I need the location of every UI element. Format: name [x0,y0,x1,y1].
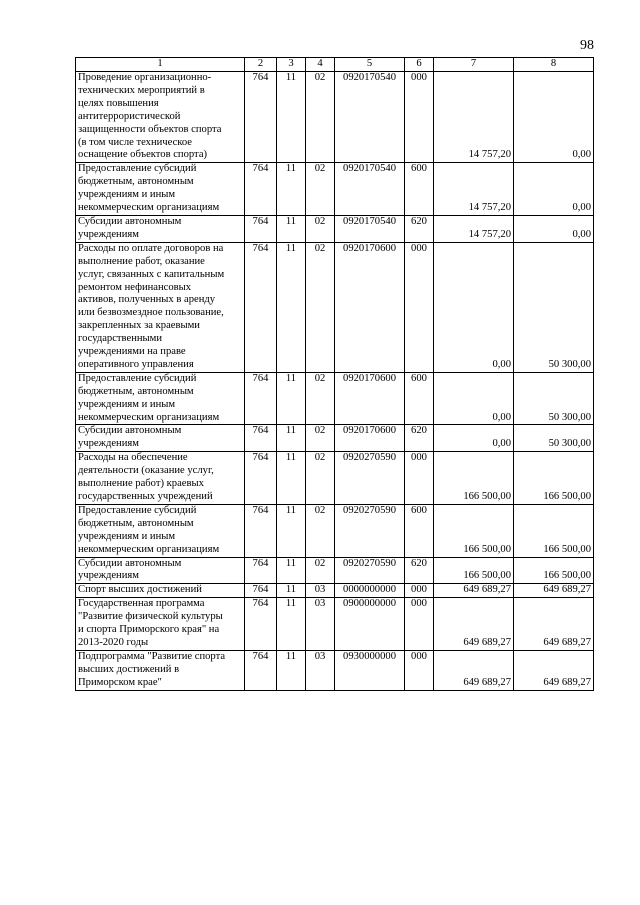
description-line: Расходы по оплате договоров на [78,242,224,254]
description-line: активов, полученных в аренду [78,294,216,306]
row-description [76,163,245,216]
code-c6: 000 [405,584,434,598]
code-c3: 11 [277,425,306,452]
code-c3: 11 [277,598,306,651]
row-description [76,425,245,452]
amount-c7: 649 689,27 [434,650,514,690]
description-line: государственных учреждений [78,491,213,502]
code-c4: 02 [306,452,335,505]
amount-c8: 166 500,00 [514,504,594,557]
code-c5: 0920270590 [335,504,405,557]
code-c6: 000 [405,242,434,372]
description-line: Субсидии автономным [78,425,182,437]
row-description [76,72,245,163]
code-c2: 764 [245,557,277,584]
amount-c8: 166 500,00 [514,557,594,584]
code-c5: 0900000000 [335,598,405,651]
description-line: Государственная программа [78,598,205,610]
table-row [76,584,594,598]
column-header: 4 [306,58,335,72]
code-c2: 764 [245,163,277,216]
description-line: технических мероприятий в [78,84,205,96]
column-header: 8 [514,58,594,72]
row-description [76,372,245,425]
column-header: 2 [245,58,277,72]
description-line: некоммерческим организациям [78,202,220,214]
code-c6: 620 [405,557,434,584]
code-c3: 11 [277,452,306,505]
code-c4: 03 [306,598,335,651]
description-line: бюджетным, автономным [78,385,194,397]
description-line: выполнение работ, оказание [78,255,205,267]
code-c5: 0920170540 [335,215,405,242]
description-line: оперативного управления [78,358,194,370]
description-line: Предоставление субсидий [78,163,197,175]
code-c3: 11 [277,372,306,425]
code-c6: 620 [405,215,434,242]
description-line: "Развитие физической культуры [78,611,223,623]
description-line: некоммерческим организациям [78,543,220,555]
amount-c7: 0,00 [434,425,514,452]
table-row [76,650,594,690]
code-c3: 11 [277,584,306,598]
description-line: и спорта Приморского края" на [78,624,220,636]
code-c6: 000 [405,452,434,505]
column-header: 6 [405,58,434,72]
amount-c7: 166 500,00 [434,557,514,584]
description-line: учреждениям [78,228,139,240]
description-line: деятельности (оказание услуг, [78,465,214,477]
description-line: Субсидии автономным [78,557,182,569]
code-c5: 0920170600 [335,425,405,452]
amount-c7: 0,00 [434,242,514,372]
description-line: (в том числе техническое [78,136,193,148]
description-line: Приморском крае" [78,676,162,688]
amount-c7: 0,00 [434,372,514,425]
amount-c7: 14 757,20 [434,215,514,242]
row-description [76,598,245,651]
description-line: государственными [78,333,163,345]
code-c2: 764 [245,504,277,557]
row-description [76,557,245,584]
description-line: защищенности объектов спорта [78,123,222,135]
table-row [76,215,594,242]
code-c5: 0920270590 [335,452,405,505]
amount-c8: 50 300,00 [514,242,594,372]
code-c4: 03 [306,650,335,690]
code-c5: 0920170540 [335,163,405,216]
description-line: учреждениями на праве [78,346,186,358]
amount-c7: 649 689,27 [434,598,514,651]
column-header: 1 [76,58,245,72]
description-line: 2013-2020 годы [78,636,149,648]
row-description [76,650,245,690]
row-description [76,504,245,557]
description-line: закрепленных за краевыми [78,320,200,332]
code-c4: 02 [306,372,335,425]
amount-c8: 649 689,27 [514,584,594,598]
code-c6: 000 [405,650,434,690]
amount-c7: 166 500,00 [434,504,514,557]
description-line: или безвозмездное пользование, [78,307,224,319]
amount-c8: 649 689,27 [514,650,594,690]
code-c4: 02 [306,504,335,557]
description-line: бюджетным, автономным [78,176,194,188]
table-row [76,163,594,216]
description-line: ремонтом нефинансовых [78,281,192,293]
code-c6: 600 [405,372,434,425]
description-line: услуг, связанных с капитальным [78,268,225,280]
description-line: бюджетным, автономным [78,517,194,529]
code-c2: 764 [245,425,277,452]
description-line: Проведение организационно- [78,72,212,83]
code-c2: 764 [245,72,277,163]
column-header: 5 [335,58,405,72]
budget-table [75,57,594,691]
code-c2: 764 [245,650,277,690]
page-number: 98 [580,38,594,53]
code-c2: 764 [245,372,277,425]
code-c5: 0930000000 [335,650,405,690]
amount-c8: 50 300,00 [514,372,594,425]
code-c3: 11 [277,242,306,372]
code-c6: 600 [405,504,434,557]
table-row [76,425,594,452]
code-c4: 02 [306,72,335,163]
code-c5: 0920170600 [335,372,405,425]
amount-c8: 0,00 [514,163,594,216]
code-c2: 764 [245,452,277,505]
code-c2: 764 [245,598,277,651]
code-c6: 000 [405,598,434,651]
header-row [76,58,594,72]
row-description [76,215,245,242]
amount-c7: 166 500,00 [434,452,514,505]
description-line: Спорт высших достижений [78,584,202,596]
amount-c7: 14 757,20 [434,163,514,216]
code-c2: 764 [245,242,277,372]
description-line: Расходы на обеспечение [78,452,188,464]
description-line: высших достижений в [78,663,180,675]
code-c3: 11 [277,72,306,163]
description-line: Субсидии автономным [78,215,182,227]
code-c3: 11 [277,650,306,690]
table-row [76,242,594,372]
column-header: 7 [434,58,514,72]
amount-c8: 649 689,27 [514,598,594,651]
code-c4: 02 [306,163,335,216]
column-header: 3 [277,58,306,72]
description-line: учреждениям и иным [78,398,176,410]
code-c4: 03 [306,584,335,598]
code-c3: 11 [277,215,306,242]
code-c4: 02 [306,215,335,242]
description-line: учреждениям [78,570,139,582]
code-c5: 0920270590 [335,557,405,584]
amount-c7: 649 689,27 [434,584,514,598]
table-row [76,72,594,163]
description-line: целях повышения [78,97,159,109]
description-line: антитеррористической [78,110,181,122]
amount-c8: 0,00 [514,72,594,163]
amount-c7: 14 757,20 [434,72,514,163]
amount-c8: 166 500,00 [514,452,594,505]
description-line: некоммерческим организациям [78,411,220,423]
code-c4: 02 [306,242,335,372]
row-description [76,452,245,505]
code-c5: 0920170540 [335,72,405,163]
description-line: оснащение объектов спорта) [78,149,208,161]
table-row [76,557,594,584]
code-c3: 11 [277,163,306,216]
description-line: Предоставление субсидий [78,372,197,384]
code-c3: 11 [277,504,306,557]
code-c3: 11 [277,557,306,584]
table-row [76,452,594,505]
code-c2: 764 [245,215,277,242]
code-c6: 000 [405,72,434,163]
table-row [76,598,594,651]
code-c6: 600 [405,163,434,216]
description-line: учреждениям и иным [78,530,176,542]
amount-c8: 0,00 [514,215,594,242]
description-line: Предоставление субсидий [78,504,197,516]
description-line: выполнение работ) краевых [78,478,204,490]
row-description [76,242,245,372]
code-c6: 620 [405,425,434,452]
description-line: учреждениям и иным [78,189,176,201]
code-c4: 02 [306,557,335,584]
description-line: Подпрограмма "Развитие спорта [78,650,226,662]
row-description [76,584,245,598]
code-c5: 0920170600 [335,242,405,372]
amount-c8: 50 300,00 [514,425,594,452]
code-c4: 02 [306,425,335,452]
description-line: учреждениям [78,438,139,450]
table-row [76,372,594,425]
table-row [76,504,594,557]
code-c2: 764 [245,584,277,598]
code-c5: 0000000000 [335,584,405,598]
